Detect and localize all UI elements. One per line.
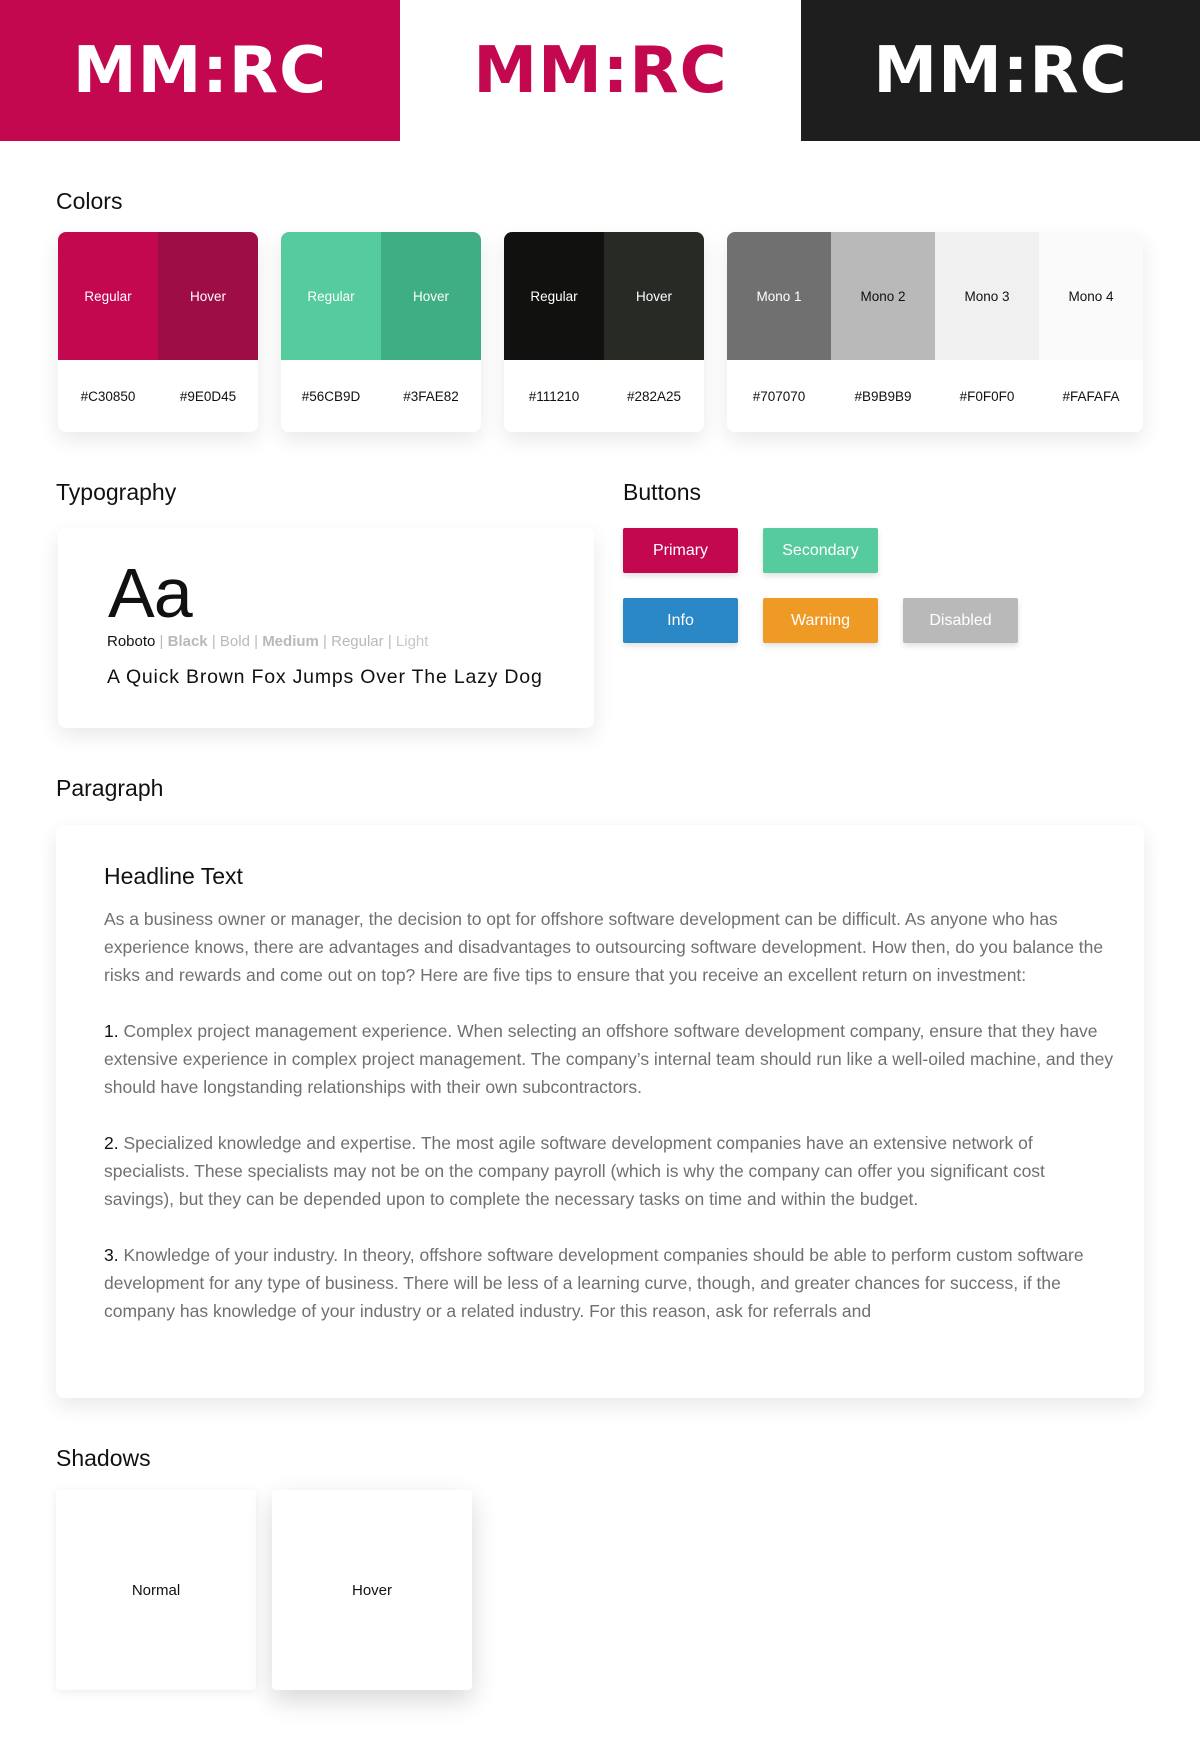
hex-code: #111210 <box>528 388 580 404</box>
paragraph-item <box>104 1017 1114 1101</box>
item-text: Knowledge of your industry. In theory, offshore software development companies should be able to perform custom software development for any type of business. There will be less of a learning curve, though, and greater chances for success, if the company has knowledge of your industry or a related industry. For this reason, ask for referrals and <box>104 1245 1084 1321</box>
palette-card-dark <box>504 232 704 432</box>
swatch-label: Regular <box>530 288 578 304</box>
shadow-hover-box[interactable] <box>272 1490 472 1690</box>
buttons-title: Buttons <box>623 479 701 505</box>
paragraph-item <box>104 1129 1114 1213</box>
hex-code: #282A25 <box>626 388 682 404</box>
swatch-mono-1 <box>727 232 831 360</box>
separator: | <box>211 633 216 650</box>
palette-card-green <box>281 232 481 432</box>
weight-light: Light <box>395 633 429 650</box>
separator: | <box>254 633 259 650</box>
paragraph-item <box>104 1241 1114 1325</box>
swatch-label: Mono 1 <box>756 288 802 304</box>
hex-code: #C30850 <box>80 388 136 404</box>
item-number: 1. <box>104 1021 119 1041</box>
swatch-mono-2 <box>831 232 935 360</box>
swatch-regular <box>281 232 381 360</box>
swatch-label: Regular <box>307 288 355 304</box>
paragraph-card <box>56 825 1144 1398</box>
hex-code: #F0F0F0 <box>959 388 1015 404</box>
item-text: Complex project management experience. When selecting an offshore software development company, ensure that they have extensive experience in complex project management. The company’s internal team should run like a well-oiled machine, and they should have longstanding relationships with their own subcontractors. <box>104 1021 1114 1097</box>
paragraph-body <box>104 905 1114 1353</box>
swatch-mono-3 <box>935 232 1039 360</box>
paragraph-title: Paragraph <box>56 775 164 801</box>
logo-strip <box>0 0 1200 141</box>
item-number: 3. <box>104 1245 119 1265</box>
swatch-label: Hover <box>412 288 449 304</box>
logo-panel-red <box>0 0 400 141</box>
shadow-normal-box <box>56 1490 256 1690</box>
weight-medium: Medium <box>262 633 319 650</box>
swatch-label: Hover <box>189 288 226 304</box>
hex-code: #B9B9B9 <box>854 388 912 404</box>
swatch-label: Mono 3 <box>964 288 1010 304</box>
paragraph-intro: As a business owner or manager, the decision to opt for offshore software development can be difficult. As anyone who has experience knows, there are advantages and disadvantages to outsourcing software development. How then, do you balance the risks and rewards and come out on top? Here are five tips to ensure that you receive an excellent return on investment: <box>104 909 1104 985</box>
typography-card <box>58 528 594 728</box>
secondary-button[interactable]: Secondary <box>763 528 878 573</box>
hex-code: #FAFAFA <box>1062 388 1120 404</box>
headline-text: Headline Text <box>104 863 243 889</box>
item-text: Specialized knowledge and expertise. The most agile software development companies have an extensive network of specialists. These specialists may not be on the company payroll (which is why the company can offer you significant cost savings), but they can be depended upon to complete the necessary tasks on time and within the budget. <box>104 1133 1045 1209</box>
typography-title: Typography <box>56 479 177 505</box>
type-sample-sentence: A Quick Brown Fox Jumps Over The Lazy Dog <box>107 666 543 688</box>
swatch-regular <box>504 232 604 360</box>
logo-text: MM:RC <box>473 33 728 108</box>
logo-text: MM:RC <box>873 33 1128 108</box>
weight-black: Black <box>167 633 208 650</box>
logo-panel-dark <box>801 0 1200 141</box>
palette-card-brand <box>58 232 258 432</box>
info-button[interactable]: Info <box>623 598 738 643</box>
swatch-regular <box>58 232 158 360</box>
swatch-mono-4 <box>1039 232 1143 360</box>
swatch-label: Mono 4 <box>1068 288 1114 304</box>
swatch-label: Regular <box>84 288 132 304</box>
swatch-label: Mono 2 <box>860 288 906 304</box>
separator: | <box>323 633 327 650</box>
swatch-hover <box>381 232 481 360</box>
warning-button[interactable]: Warning <box>763 598 878 643</box>
font-name: Roboto <box>107 633 156 650</box>
shadows-title: Shadows <box>56 1445 151 1471</box>
separator: | <box>387 633 392 650</box>
logo-panel-white <box>400 0 801 141</box>
logo-text: MM:RC <box>72 33 328 108</box>
disabled-button[interactable]: Disabled <box>903 598 1018 643</box>
type-sample-glyph: Aa <box>108 554 192 632</box>
hex-code: #9E0D45 <box>179 388 237 404</box>
swatch-label: Hover <box>635 288 672 304</box>
hex-code: #3FAE82 <box>403 388 459 404</box>
separator: | <box>159 633 164 650</box>
primary-button[interactable]: Primary <box>623 528 738 573</box>
colors-title: Colors <box>56 188 123 214</box>
swatch-hover <box>604 232 704 360</box>
font-weights-line <box>107 633 428 650</box>
swatch-hover <box>158 232 258 360</box>
palette-card-mono <box>727 232 1143 432</box>
shadow-hover-label: Hover <box>351 1581 392 1599</box>
hex-code: #56CB9D <box>301 388 361 404</box>
shadow-normal-label: Normal <box>131 1581 181 1599</box>
hex-code: #707070 <box>752 388 806 404</box>
weight-bold: Bold <box>219 633 250 650</box>
item-number: 2. <box>104 1133 119 1153</box>
weight-regular: Regular <box>331 633 384 650</box>
